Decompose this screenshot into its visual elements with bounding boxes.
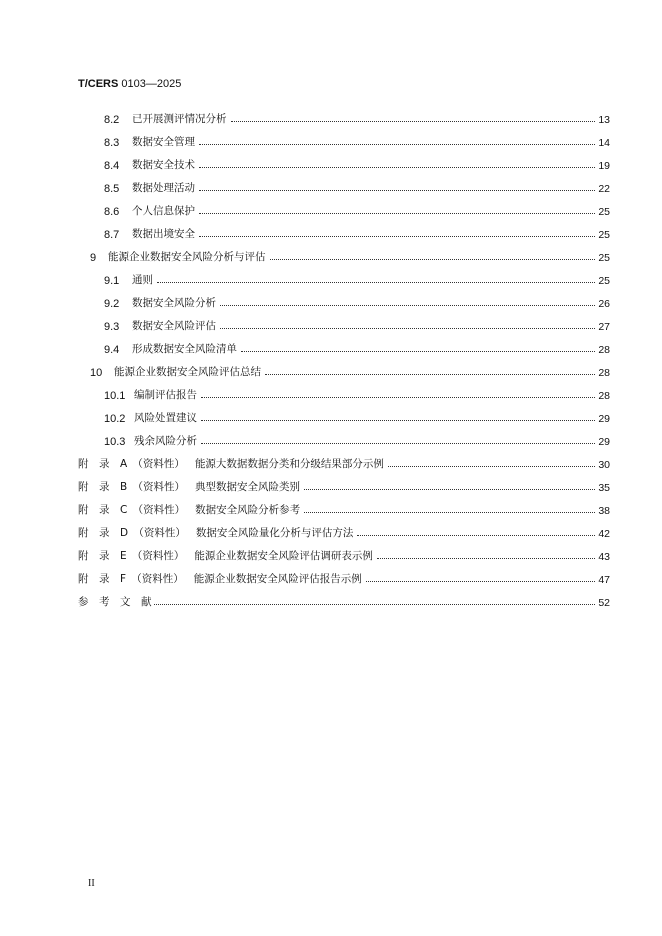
toc-entry-title: 编制评估报告 <box>134 389 197 401</box>
toc-leader-dots <box>377 558 595 559</box>
toc-entry-page: 27 <box>598 321 610 333</box>
toc-entry-title: 残余风险分析 <box>134 435 197 447</box>
toc-entry-page: 47 <box>598 574 610 586</box>
toc-entry-number: 8.7 <box>104 229 120 241</box>
toc-entry[interactable] <box>0 292 662 310</box>
toc-entry-page: 35 <box>598 482 610 494</box>
toc-entry-title: 通则 <box>132 274 153 286</box>
toc-appendix-label: 附 录 E （资料性） <box>78 550 185 562</box>
toc-leader-dots <box>241 351 595 352</box>
toc-leader-dots <box>199 144 595 145</box>
toc-leader-dots <box>388 466 595 467</box>
toc-entry-page: 42 <box>598 528 610 540</box>
toc-entry-number: 9.2 <box>104 298 120 310</box>
toc-entry-title: 数据安全风险量化分析与评估方法 <box>195 527 354 539</box>
toc-entry-number: 10 <box>90 367 103 379</box>
toc-entry-title: 个人信息保护 <box>132 205 195 217</box>
toc-entry-title: 数据安全风险分析参考 <box>195 504 301 516</box>
toc-appendix-entry[interactable] <box>0 545 662 563</box>
toc-entry-number: 8.5 <box>104 183 120 195</box>
toc-entry[interactable] <box>0 269 662 287</box>
toc-leader-dots <box>357 535 595 536</box>
toc-bibliography-entry[interactable] <box>0 591 662 609</box>
toc-entry[interactable] <box>0 361 662 379</box>
toc-entry-title: 数据出境安全 <box>132 228 195 240</box>
toc-entry-page: 29 <box>598 413 610 425</box>
toc-entry-title: 能源企业数据安全风险评估调研表示例 <box>194 550 373 562</box>
toc-leader-dots <box>220 328 595 329</box>
toc-entry-page: 26 <box>598 298 610 310</box>
toc-entry[interactable] <box>0 131 662 149</box>
toc-entry-title: 能源企业数据安全风险评估报告示例 <box>193 573 362 585</box>
toc-entry-title: 形成数据安全风险清单 <box>132 343 237 355</box>
toc-appendix-label: 附 录 B （资料性） <box>78 481 185 493</box>
toc-entry-number: 10.3 <box>104 436 126 448</box>
toc-entry-page: 25 <box>598 229 610 241</box>
toc-entry[interactable] <box>0 154 662 172</box>
toc-leader-dots <box>265 374 595 375</box>
toc-leader-dots <box>199 236 595 237</box>
toc-appendix-label: 附 录 C （资料性） <box>78 504 186 516</box>
toc-leader-dots <box>201 397 595 398</box>
toc-entry[interactable] <box>0 384 662 402</box>
toc-entry[interactable] <box>0 315 662 333</box>
toc-entry-page: 29 <box>598 436 610 448</box>
toc-leader-dots <box>304 489 595 490</box>
toc-entry-page: 25 <box>598 252 610 264</box>
toc-appendix-entry[interactable] <box>0 499 662 517</box>
toc-entry-title: 数据处理活动 <box>132 182 195 194</box>
toc-entry-number: 9.3 <box>104 321 120 333</box>
toc-entry-title: 数据安全管理 <box>132 136 195 148</box>
standard-code <box>78 78 181 90</box>
toc-entry-title: 数据安全技术 <box>132 159 195 171</box>
toc-entry[interactable] <box>0 177 662 195</box>
toc-entry-title: 风险处置建议 <box>134 412 197 424</box>
toc-entry-title: 已开展测评情况分析 <box>132 113 227 125</box>
toc-entry-page: 38 <box>598 505 610 517</box>
toc-entry-page: 28 <box>598 390 610 402</box>
toc-entry-number: 10.1 <box>104 390 126 402</box>
toc-entry-page: 13 <box>598 114 610 126</box>
toc-leader-dots <box>154 604 596 605</box>
toc-appendix-label: 附 录 A （资料性） <box>78 458 185 470</box>
toc-leader-dots <box>270 259 596 260</box>
toc-entry-number: 9 <box>90 252 97 264</box>
toc-entry-title: 数据安全风险分析 <box>132 297 216 309</box>
toc-entry-number: 8.4 <box>104 160 120 172</box>
toc-entry-page: 52 <box>598 597 610 609</box>
toc-appendix-entry[interactable] <box>0 522 662 540</box>
toc-entry-page: 25 <box>598 275 610 287</box>
toc-entry-page: 22 <box>598 183 610 195</box>
toc-entry-page: 30 <box>598 459 610 471</box>
toc-leader-dots <box>304 512 595 513</box>
toc-entry-title: 典型数据安全风险类别 <box>194 481 300 493</box>
standard-number: 0103—2025 <box>118 78 182 90</box>
toc-entry-number: 8.2 <box>104 114 120 126</box>
toc-entry-number: 9.1 <box>104 275 120 287</box>
toc-entry-title: 数据安全风险评估 <box>132 320 216 332</box>
toc-leader-dots <box>199 213 595 214</box>
toc-entry-title: 能源企业数据安全风险分析与评估 <box>108 251 266 263</box>
toc-entry[interactable] <box>0 200 662 218</box>
toc-entry-number: 8.3 <box>104 137 120 149</box>
toc-entry-number: 10.2 <box>104 413 126 425</box>
page-number: II <box>88 878 95 889</box>
toc-bibliography-label: 参 考 文 献 <box>78 596 152 608</box>
toc-leader-dots <box>220 305 595 306</box>
toc-leader-dots <box>201 420 595 421</box>
toc-entry-page: 25 <box>598 206 610 218</box>
toc-leader-dots <box>157 282 595 283</box>
toc-appendix-entry[interactable] <box>0 453 662 471</box>
toc-entry-number: 9.4 <box>104 344 120 356</box>
toc-entry-page: 28 <box>598 367 610 379</box>
toc-appendix-entry[interactable] <box>0 476 662 494</box>
toc-entry[interactable] <box>0 338 662 356</box>
toc-entry-page: 19 <box>598 160 610 172</box>
standard-prefix: T/CERS <box>78 78 119 90</box>
toc-leader-dots <box>199 167 595 168</box>
toc-leader-dots <box>201 443 595 444</box>
toc-entry[interactable] <box>0 430 662 448</box>
toc-entry-title: 能源大数据数据分类和分级结果部分示例 <box>194 458 384 470</box>
toc-entry-page: 43 <box>598 551 610 563</box>
toc-entry[interactable] <box>0 246 662 264</box>
toc-entry-page: 28 <box>598 344 610 356</box>
toc-appendix-label: 附 录 F （资料性） <box>78 573 184 585</box>
toc-entry[interactable] <box>0 223 662 241</box>
toc-appendix-label: 附 录 D （资料性） <box>78 527 186 539</box>
toc-appendix-entry[interactable] <box>0 568 662 586</box>
toc-entry[interactable] <box>0 108 662 126</box>
toc-entry-title: 能源企业数据安全风险评估总结 <box>114 366 261 378</box>
toc-entry-page: 14 <box>598 137 610 149</box>
toc-leader-dots <box>231 121 596 122</box>
toc-entry[interactable] <box>0 407 662 425</box>
toc-leader-dots <box>199 190 595 191</box>
toc-entry-number: 8.6 <box>104 206 120 218</box>
toc-leader-dots <box>366 581 596 582</box>
